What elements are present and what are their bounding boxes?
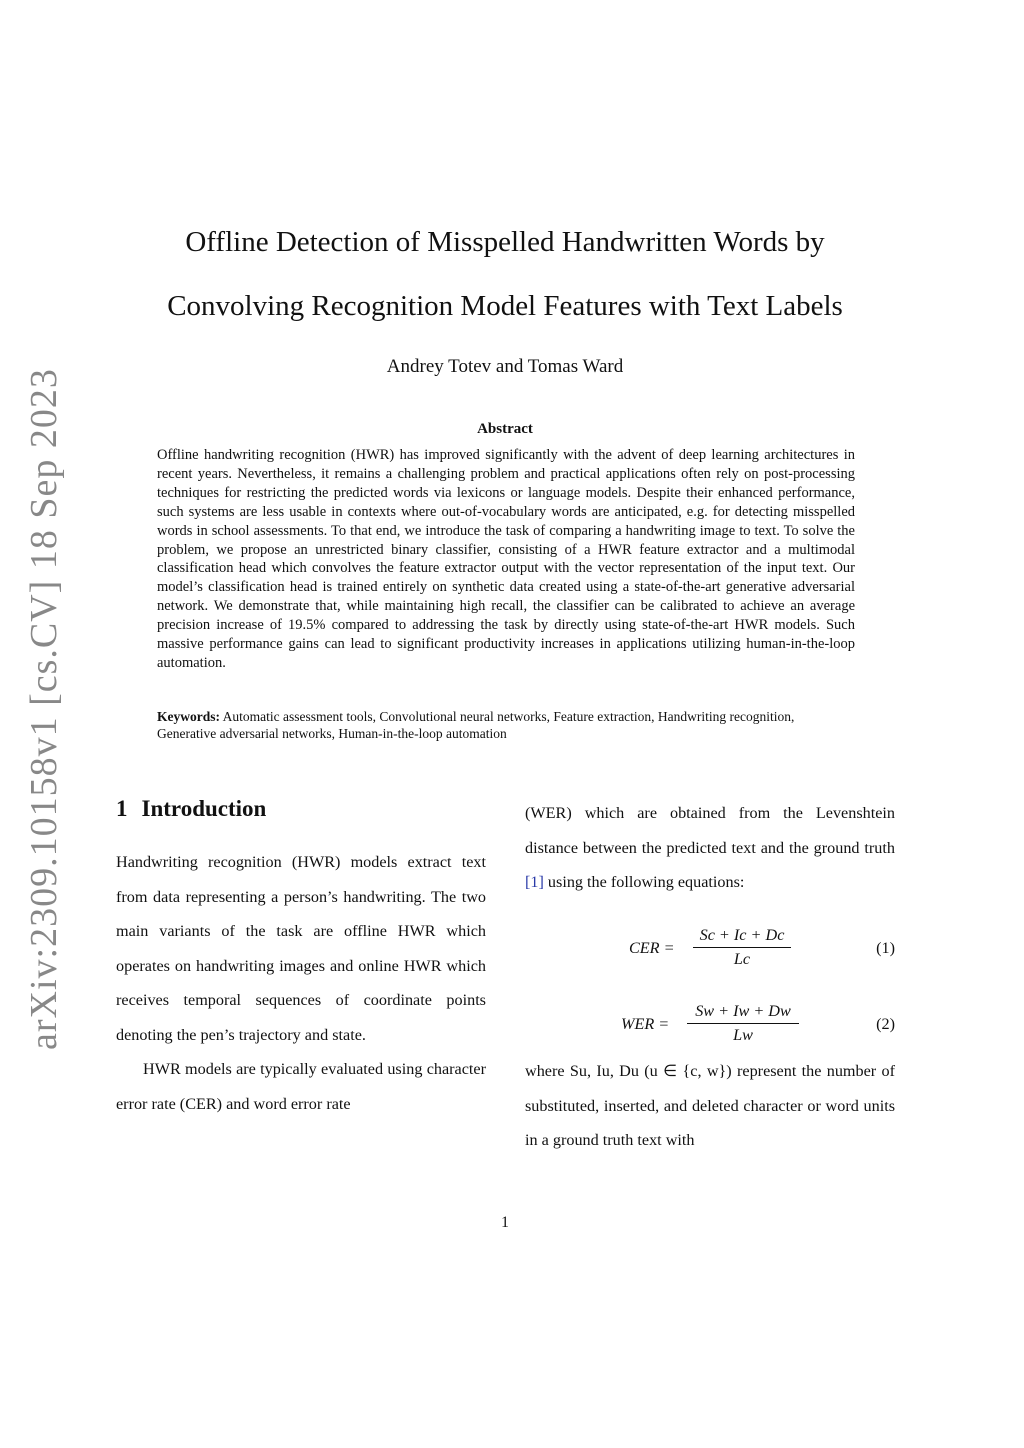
equation-number: (1) xyxy=(876,939,895,957)
equation-cer xyxy=(525,926,895,976)
equation-lhs: CER = xyxy=(629,939,675,957)
right-paragraph-1-text-b: using the following equations: xyxy=(543,873,745,891)
right-paragraph-1-text-a: (WER) which are obtained from the Levenshtein distance between the predicted text and the ground truth xyxy=(525,804,895,857)
equation-fraction xyxy=(687,1002,799,1045)
abstract-body: Offline handwriting recognition (HWR) has improved significantly with the advent of deep learning architectures in recent years. Nevertheless, it remains a challenging problem and practical applications often rely on post-processing techniques for restricting the predicted words via lexicons or language models. Despite their enhanced performance, such systems are less usable in contexts where out-of-vocabulary words are anticipated, e.g. for detecting misspelled words in school assessments. To that end, we introduce the task of comparing a handwriting image to text. To solve the problem, we propose an unrestricted binary classifier, consisting of a HWR feature extractor and a multimodal classification head which convolves the feature extractor output with the vector representation of the input text. Our model’s classification head is trained entirely on synthetic data created using a state-of-the-art generative adversarial network. We demonstrate that, while maintaining high recall, the classifier can be calibrated to achieve an average precision increase of 19.5% compared to addressing the task by directly using state-of-the-art HWR models. Such massive performance gains can lead to significant productivity increases in applications utilizing human-in-the-loop automation. xyxy=(157,447,855,671)
paper-title-line-2: Convolving Recognition Model Features with Text Labels xyxy=(167,290,843,322)
equation-numerator: Sw + Iw + Dw xyxy=(687,1002,799,1024)
section-title: Introduction xyxy=(141,796,267,821)
right-column-top xyxy=(525,796,895,900)
abstract-heading: Abstract xyxy=(477,421,533,437)
citation-link[interactable]: [1] xyxy=(525,873,544,891)
page-number: 1 xyxy=(501,1214,509,1231)
keywords-label: Keywords: xyxy=(157,709,220,724)
equation-number: (2) xyxy=(876,1015,895,1033)
right-paragraph-2: where Su, Iu, Du (u ∈ {c, w}) represent the number of substituted, inserted, and deleted character or word units in a ground truth text with xyxy=(525,1062,895,1149)
paper-title-line-1: Offline Detection of Misspelled Handwritten Words by xyxy=(185,226,825,258)
equation-lhs: WER = xyxy=(621,1015,670,1033)
authors: Andrey Totev and Tomas Ward xyxy=(386,356,624,377)
intro-paragraph-2: HWR models are typically evaluated using character error rate (CER) and word error rate xyxy=(116,1060,486,1113)
equation-wer xyxy=(525,1002,895,1052)
section-number: 1 xyxy=(116,796,128,821)
right-column-bottom xyxy=(525,1054,895,1158)
equation-denominator: Lc xyxy=(733,950,751,968)
equation-fraction xyxy=(693,926,791,969)
right-paragraph-1 xyxy=(525,796,895,900)
keywords-text: Automatic assessment tools, Convolutional neural networks, Feature extraction, Handwriting recognition, Generative adversarial networks, Human-in-the-loop automation xyxy=(157,709,795,741)
equation-numerator: Sc + Ic + Dc xyxy=(693,926,791,948)
arxiv-identifier: arXiv:2309.10158v1 [cs.CV] 18 Sep 2023 xyxy=(23,368,65,1050)
left-column xyxy=(116,845,486,1121)
section-heading xyxy=(116,796,266,822)
equation-denominator: Lw xyxy=(733,1026,753,1044)
keywords xyxy=(157,708,855,742)
intro-paragraph-1: Handwriting recognition (HWR) models extract text from data representing a person’s handwriting. The two main variants of the task are offline HWR which operates on handwriting images and online HWR which receives temporal sequences of coordinate points denoting the pen’s trajectory and state. xyxy=(116,853,486,1044)
